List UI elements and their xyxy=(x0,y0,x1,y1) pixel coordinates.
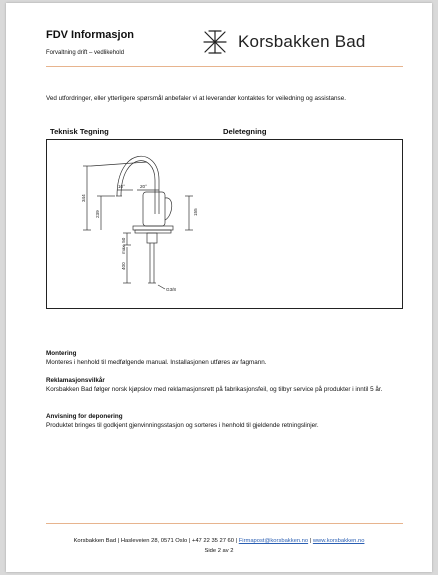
dim-label-angle1: 10° xyxy=(118,184,125,189)
document-subtitle: Forvaltning drift – vedlikehold xyxy=(46,50,125,56)
technical-drawing-frame xyxy=(46,139,403,309)
dim-label-max50: max. 50 xyxy=(121,237,126,254)
parts-drawing-heading: Deletegning xyxy=(223,127,267,136)
document-title: FDV Informasjon xyxy=(46,29,135,41)
section-reklamasjon xyxy=(46,377,401,394)
deponering-heading: Anvisning for deponering xyxy=(46,413,123,420)
reklamasjon-heading: Reklamasjonsvilkår xyxy=(46,377,105,384)
footer-separator: | xyxy=(309,538,312,544)
document-page xyxy=(6,3,432,572)
dim-label-155: 155 xyxy=(193,208,198,216)
brand-name: Korsbakken Bad xyxy=(238,32,366,51)
montering-heading: Montering xyxy=(46,350,77,357)
deponering-text: Produktet bringes til godkjent gjenvinningsstasjon og sorteres i henhold til gjeldende retningslinjer. xyxy=(46,421,319,429)
footer-divider xyxy=(46,523,403,524)
header-divider xyxy=(46,66,403,67)
footer-company: Korsbakken Bad | Hasleveien 28, 0571 Oslo | +47 22 35 27 60 | xyxy=(73,538,238,544)
reklamasjon-text: Korsbakken Bad følger norsk kjøpslov med reklamasjonsrett på fabrikasjonsfeil, og tilbyr service på produkter i inntil 5 år. xyxy=(46,385,383,393)
dim-label-344: 344 xyxy=(81,194,86,202)
footer-email-link[interactable]: Firmapost@korsbakken.no xyxy=(238,538,309,544)
dim-label-thread: G3/8 xyxy=(166,287,176,292)
dim-label-400: 400 xyxy=(121,262,126,270)
section-deponering xyxy=(46,413,401,430)
footer-contact xyxy=(6,538,432,544)
technical-drawing-heading: Teknisk Tegning xyxy=(50,127,109,136)
brand-logo xyxy=(202,27,366,57)
footer-website-link[interactable]: www.korsbakken.no xyxy=(312,538,365,544)
dim-label-angle2: 20° xyxy=(140,184,147,189)
korsbakken-logo-icon xyxy=(202,29,228,55)
footer-page-number: Side 2 av 2 xyxy=(204,548,234,554)
intro-text: Ved utfordringer, eller ytterligere spørsmål anbefaler vi at leverandør kontaktes for veiledning og assistanse. xyxy=(46,95,346,102)
section-montering xyxy=(46,350,401,367)
montering-text: Monteres i henhold til medfølgende manual. Installasjonen utføres av fagmann. xyxy=(46,358,267,366)
dim-label-239: 239 xyxy=(95,210,100,218)
faucet-technical-drawing xyxy=(47,140,404,310)
